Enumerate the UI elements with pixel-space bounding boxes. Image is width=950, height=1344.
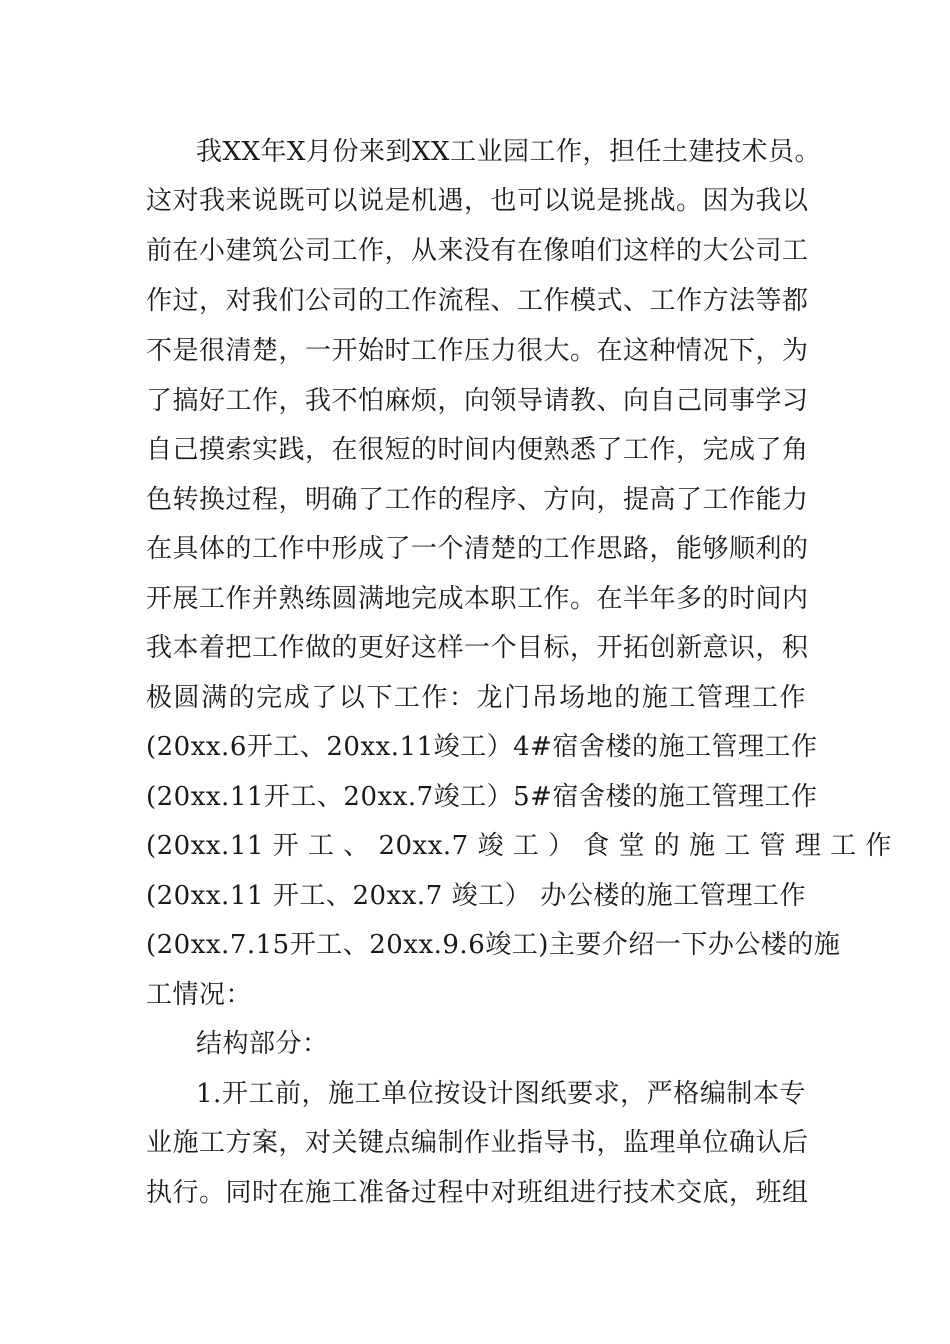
paragraph-line: 这对我来说既可以说是机遇，也可以说是挑战。因为我以 <box>146 186 809 216</box>
paragraph-line: (20xx.11 开 工 、 20xx.7 竣 工 ） 食 堂 的 施 工 管 理 工 作 <box>146 831 892 861</box>
paragraph-line: 开展工作并熟练圆满地完成本职工作。在半年多的时间内 <box>146 584 809 614</box>
paragraph-line: (20xx.11开工、20xx.7竣工）5#宿舍楼的施工管理工作 <box>146 782 818 812</box>
paragraph-line: 我XX年X月份来到XX工业园工作，担任土建技术员。 <box>196 137 822 167</box>
paragraph-line: 不是很清楚，一开始时工作压力很大。在这种情况下，为 <box>146 336 809 366</box>
paragraph-line: 在具体的工作中形成了一个清楚的工作思路，能够顺利的 <box>146 534 809 564</box>
paragraph-line: 1.开工前，施工单位按设计图纸要求，严格编制本专 <box>196 1079 806 1109</box>
paragraph-line: 我本着把工作做的更好这样一个目标，开拓创新意识，积 <box>146 633 809 663</box>
paragraph-line: 前在小建筑公司工作，从来没有在像咱们这样的大公司工 <box>146 236 809 266</box>
paragraph-line: 极圆满的完成了以下工作：龙门吊场地的施工管理工作 <box>146 683 806 713</box>
paragraph-line: 了搞好工作，我不怕麻烦，向领导请教、向自己同事学习 <box>146 386 809 416</box>
section-heading: 结构部分： <box>196 1029 329 1059</box>
paragraph-line: 业施工方案，对关键点编制作业指导书，监理单位确认后 <box>146 1128 809 1158</box>
paragraph-line: (20xx.6开工、20xx.11竣工）4#宿舍楼的施工管理工作 <box>146 732 818 762</box>
paragraph-line: (20xx.11 开工、20xx.7 竣工） 办公楼的施工管理工作 <box>146 881 806 911</box>
paragraph-line: 自己摸索实践，在很短的时间内便熟悉了工作，完成了角 <box>146 435 809 465</box>
paragraph-line: 作过，对我们公司的工作流程、工作模式、工作方法等都 <box>146 286 809 316</box>
paragraph-line: 色转换过程，明确了工作的程序、方向，提高了工作能力 <box>146 485 809 515</box>
paragraph-line: (20xx.7.15开工、20xx.9.6竣工)主要介绍一下办公楼的施 <box>146 930 841 960</box>
paragraph-line: 工情况： <box>146 980 253 1010</box>
paragraph-line: 执行。同时在施工准备过程中对班组进行技术交底，班组 <box>146 1178 809 1208</box>
